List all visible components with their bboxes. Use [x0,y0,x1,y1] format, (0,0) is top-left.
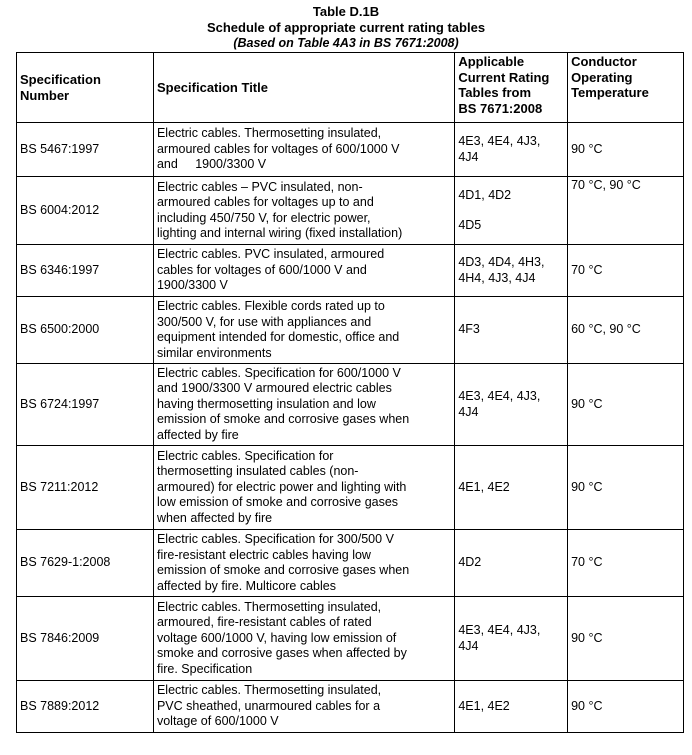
spec-title: Electric cables. Thermosetting insulated, PVC sheathed, unarmoured cables for a voltage of 600/1000 V [153,681,454,733]
spec-number: BS 7889:2012 [17,681,154,733]
spec-number: BS 6500:2000 [17,297,154,364]
spec-title: Electric cables. Specification for thermosetting insulated cables (non- armoured) for electric power and lighting with low emission of smoke and corrosive gases when affected by fire [153,446,454,530]
table-row [17,364,684,446]
header-current-tables: Applicable Current Rating Tables from BS 7671:2008 [455,53,568,123]
operating-temperature: 90 °C [568,597,684,681]
rating-tables: 4E1, 4E2 [455,681,568,733]
header-temperature: Conductor Operating Temperature [568,53,684,123]
rating-tables: 4D2 [455,530,568,597]
spec-title: Electric cables. Specification for 300/500 V fire-resistant electric cables having low emission of smoke and corrosive gases when affected by fire. Multicore cables [153,530,454,597]
spec-title: Electric cables. Specification for 600/1000 V and 1900/3300 V armoured electric cables having thermosetting insulation and low emission of smoke and corrosive gases when affected by fire [153,364,454,446]
header-row [17,53,684,123]
header-spec-title: Specification Title [153,53,454,123]
spec-number: BS 6004:2012 [17,177,154,245]
operating-temperature: 70 °C [568,530,684,597]
table-row [17,245,684,297]
operating-temperature: 90 °C [568,681,684,733]
operating-temperature: 90 °C [568,123,684,177]
table-row [17,681,684,733]
rating-tables: 4E3, 4E4, 4J3, 4J4 [455,597,568,681]
spec-number: BS 7629-1:2008 [17,530,154,597]
spec-title: Electric cables. PVC insulated, armoured cables for voltages of 600/1000 V and 1900/3300 V [153,245,454,297]
table-row [17,177,684,245]
table-title: Table D.1B [312,4,380,19]
table-row [17,597,684,681]
operating-temperature: 60 °C, 90 °C [568,297,684,364]
spec-title: Electric cables. Thermosetting insulated, armoured, fire-resistant cables of rated voltage 600/1000 V, having low emission of smoke and corrosive gases when affected by fire. Specification [153,597,454,681]
spec-number: BS 6346:1997 [17,245,154,297]
rating-tables: 4F3 [455,297,568,364]
operating-temperature: 70 °C [568,245,684,297]
table-subtitle: Schedule of appropriate current rating tables [206,20,486,35]
rating-tables: 4E1, 4E2 [455,446,568,530]
spec-title: Electric cables. Thermosetting insulated, armoured cables for voltages of 600/1000 V and 1900/3300 V [153,123,454,177]
spec-number: BS 5467:1997 [17,123,154,177]
table-basis-note: (Based on Table 4A3 in BS 7671:2008) [233,36,459,50]
table-row [17,123,684,177]
spec-number: BS 7846:2009 [17,597,154,681]
operating-temperature: 70 °C, 90 °C [568,177,684,245]
spec-number: BS 6724:1997 [17,364,154,446]
rating-tables: 4D1, 4D2 4D5 [455,177,568,245]
rating-tables: 4E3, 4E4, 4J3, 4J4 [455,364,568,446]
header-spec-number: Specification Number [17,53,154,123]
spec-title: Electric cables – PVC insulated, non- armoured cables for voltages up to and including 450/750 V, for electric power, lighting and internal wiring (fixed installation) [153,177,454,245]
current-rating-table [16,52,684,733]
table-row [17,446,684,530]
rating-tables: 4D3, 4D4, 4H3, 4H4, 4J3, 4J4 [455,245,568,297]
spec-number: BS 7211:2012 [17,446,154,530]
spec-title: Electric cables. Flexible cords rated up to 300/500 V, for use with appliances and equipment intended for domestic, office and similar environments [153,297,454,364]
rating-tables: 4E3, 4E4, 4J3, 4J4 [455,123,568,177]
operating-temperature: 90 °C [568,364,684,446]
operating-temperature: 90 °C [568,446,684,530]
table-row [17,297,684,364]
table-row [17,530,684,597]
